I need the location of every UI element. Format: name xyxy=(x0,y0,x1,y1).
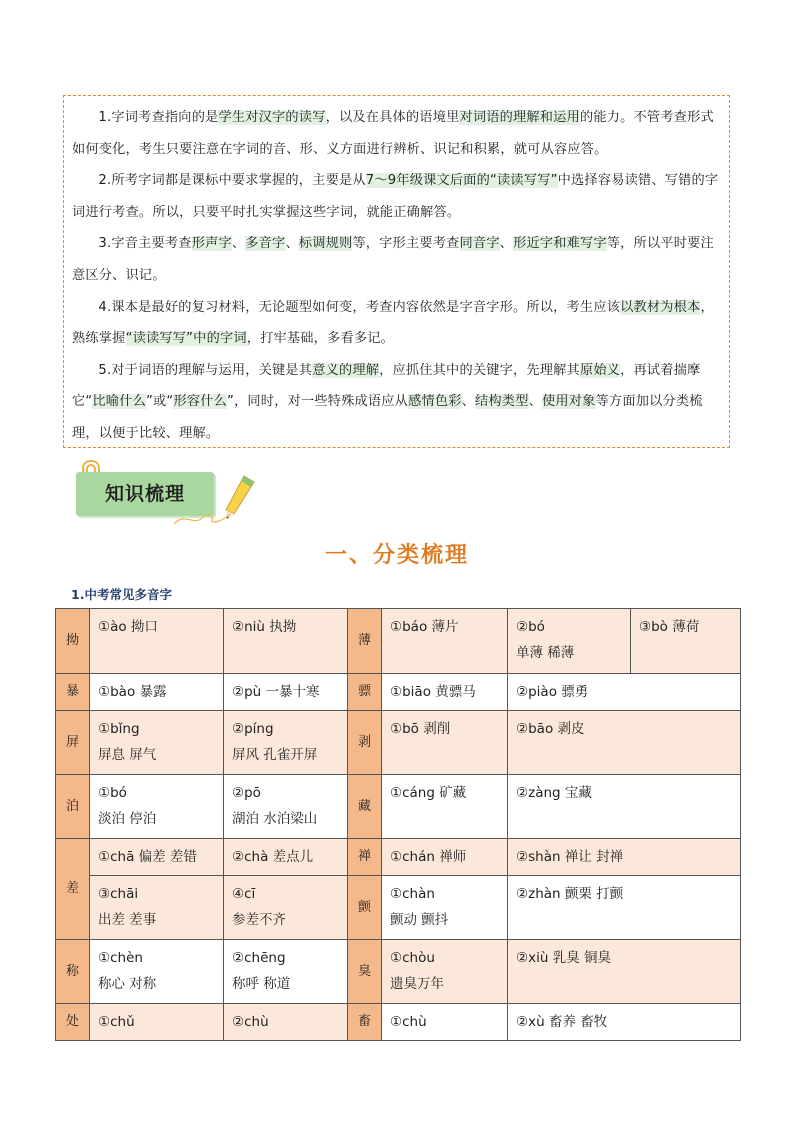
tip-paragraph xyxy=(72,228,721,291)
reading-cell: ②chù xyxy=(224,1004,348,1041)
reading-cell xyxy=(90,940,224,1004)
reading-cell: ①biāo 黄骠马 xyxy=(382,674,508,711)
reading-cell: ①chǔ xyxy=(90,1004,224,1041)
reading-cell: ③bò 薄荷 xyxy=(631,609,741,674)
highlighted-phrase: 形容什么 xyxy=(173,394,227,410)
reading-cell: ①chán 禅师 xyxy=(382,839,508,876)
highlighted-phrase: 感情色彩 xyxy=(408,394,462,410)
knowledge-badge xyxy=(72,460,262,530)
reading-cell: ②piào 骠勇 xyxy=(508,674,741,711)
tip-text: 、 xyxy=(285,236,299,252)
reading-cell: ②zàng 宝藏 xyxy=(508,775,741,839)
char-cell: 剥 xyxy=(348,711,382,775)
reading-cell xyxy=(90,775,224,839)
reading-cell: ②bāo 剥皮 xyxy=(508,711,741,775)
reading-cell xyxy=(382,940,508,1004)
reading-words: 屏风 孔雀开屏 xyxy=(232,747,318,763)
char-cell: 泊 xyxy=(56,775,90,839)
reading-words: 称呼 称道 xyxy=(232,976,291,992)
reading-words: 淡泊 停泊 xyxy=(98,811,157,827)
reading-pinyin: ③chāi xyxy=(98,886,139,902)
reading-cell xyxy=(224,940,348,1004)
highlighted-phrase: 比喻什么 xyxy=(92,394,146,410)
reading-cell xyxy=(224,775,348,839)
reading-pinyin: ①chòu xyxy=(390,950,435,966)
char-cell: 臭 xyxy=(348,940,382,1004)
reading-pinyin: ①chàn xyxy=(390,886,435,902)
table-row xyxy=(56,940,741,1004)
reading-words: 湖泊 水泊梁山 xyxy=(232,811,318,827)
highlighted-phrase: 结构类型 xyxy=(475,394,529,410)
table-row xyxy=(56,775,741,839)
reading-pinyin: ②pō xyxy=(232,785,261,801)
reading-words: 颤动 颤抖 xyxy=(390,912,449,928)
reading-words: 遗臭万年 xyxy=(390,976,444,992)
subsection-heading: 1.中考常见多音字 xyxy=(71,587,172,602)
tips-box xyxy=(63,95,730,448)
reading-cell xyxy=(508,609,631,674)
tip-text: ，打牢基础，多看多记。 xyxy=(246,331,394,347)
char-cell: 屏 xyxy=(56,711,90,775)
reading-pinyin: ②píng xyxy=(232,721,274,737)
char-cell: 禅 xyxy=(348,839,382,876)
char-cell: 暴 xyxy=(56,674,90,711)
char-cell: 畜 xyxy=(348,1004,382,1041)
tip-text: 等方面加以分类梳理，以便于比较、理解。 xyxy=(72,394,703,441)
reading-cell: ②xiù 乳臭 铜臭 xyxy=(508,940,741,1004)
tip-text: 、 xyxy=(231,236,246,252)
reading-pinyin: ②bó xyxy=(516,619,545,635)
tip-text: ，应抓住其中的关键字，先理解其 xyxy=(379,362,580,378)
tip-text: ，再试着揣摩它“ xyxy=(72,362,701,410)
reading-pinyin: ②chēng xyxy=(232,950,286,966)
tip-text: 1.字词考查指向的是 xyxy=(98,110,219,125)
highlighted-phrase: 对词语的理解和运用 xyxy=(459,110,580,125)
reading-cell xyxy=(224,876,348,940)
highlighted-phrase: “读读写写”中的字词 xyxy=(125,331,247,347)
char-cell: 拗 xyxy=(56,609,90,674)
tip-text: 等，字形主要考查 xyxy=(352,236,460,252)
highlighted-phrase: 形声字 xyxy=(191,236,232,252)
highlighted-phrase: 使用对象 xyxy=(541,394,596,410)
reading-words: 屏息 屏气 xyxy=(98,747,157,763)
tip-text: 3.字音主要考查 xyxy=(98,236,192,252)
highlighted-phrase: 以教材为根本 xyxy=(620,299,701,315)
tip-paragraph xyxy=(72,355,721,450)
char-cell: 藏 xyxy=(348,775,382,839)
table-row xyxy=(56,876,741,940)
highlighted-phrase: 多音字 xyxy=(245,236,286,252)
tip-text: 中选择容易读错、写错的字词进行考查。所以，只要平时扎实掌握这些字词，就能正确解答。 xyxy=(72,173,719,220)
char-cell: 称 xyxy=(56,940,90,1004)
reading-cell xyxy=(382,876,508,940)
highlighted-phrase: 学生对汉字的读写 xyxy=(218,110,326,125)
polyphonic-table xyxy=(55,608,741,1041)
table-row xyxy=(56,674,741,711)
table-row xyxy=(56,609,741,674)
highlighted-phrase: 7～9年级课文后面的“读读写写” xyxy=(365,173,558,189)
tip-text: 、 xyxy=(461,394,476,410)
table-row xyxy=(56,839,741,876)
tip-text: ”或“ xyxy=(145,394,174,410)
table-row xyxy=(56,1004,741,1041)
tip-paragraph xyxy=(72,292,721,355)
reading-words: 单薄 稀薄 xyxy=(516,645,575,661)
badge-label: 知识梳理 xyxy=(104,483,185,505)
highlighted-phrase: 原始义 xyxy=(579,362,621,378)
reading-cell: ①chā 偏差 差错 xyxy=(90,839,224,876)
reading-cell xyxy=(90,876,224,940)
tip-paragraph xyxy=(72,165,721,228)
reading-pinyin: ①chèn xyxy=(98,950,143,966)
reading-cell xyxy=(90,711,224,775)
tip-text: 的能力。不管考查形式如何变化，考生只要注意在字词的音、形、义方面进行辨析、识记和积累，就可从容应答。 xyxy=(72,110,714,157)
tip-text: ”，同时，对一些特殊成语应从 xyxy=(227,394,409,410)
tip-text: ，熟练掌握 xyxy=(72,299,714,347)
reading-cell: ②xù 畜养 畜牧 xyxy=(508,1004,741,1041)
tip-text: 4.课本是最好的复习材料，无论题型如何变，考查内容依然是字音字形。所以，考生应该 xyxy=(98,299,621,315)
highlighted-phrase: 同音字 xyxy=(459,236,500,252)
reading-cell: ②pù 一暴十寒 xyxy=(224,674,348,711)
reading-cell: ①ào 拗口 xyxy=(90,609,224,674)
tip-text: 2.所考字词都是课标中要求掌握的，主要是从 xyxy=(98,173,366,189)
char-cell: 颤 xyxy=(348,876,382,940)
reading-pinyin: ④cī xyxy=(232,886,256,902)
reading-words: 参差不齐 xyxy=(232,912,286,928)
reading-words: 称心 对称 xyxy=(98,976,157,992)
reading-cell: ①bào 暴露 xyxy=(90,674,224,711)
reading-cell: ②zhàn 颤栗 打颤 xyxy=(508,876,741,940)
reading-pinyin: ①bó xyxy=(98,785,127,801)
tip-text: 5.对于词语的理解与运用，关键是其 xyxy=(98,362,313,378)
reading-cell: ①báo 薄片 xyxy=(382,609,508,674)
highlighted-phrase: 形近字和难写字 xyxy=(513,236,607,252)
table-row xyxy=(56,711,741,775)
reading-cell: ①bō 剥削 xyxy=(382,711,508,775)
reading-cell: ②chà 差点儿 xyxy=(224,839,348,876)
reading-words: 出差 差事 xyxy=(98,912,157,928)
reading-cell: ②shàn 禅让 封禅 xyxy=(508,839,741,876)
reading-cell: ②niù 执拗 xyxy=(224,609,348,674)
char-cell: 骠 xyxy=(348,674,382,711)
tip-text: 、 xyxy=(499,236,514,252)
highlighted-phrase: 标调规则 xyxy=(298,236,353,252)
char-cell: 薄 xyxy=(348,609,382,674)
swirl-decoration xyxy=(172,508,232,528)
tip-text: 、 xyxy=(528,394,542,410)
reading-cell: ①chù xyxy=(382,1004,508,1041)
reading-pinyin: ①bǐng xyxy=(98,721,140,737)
tip-paragraph xyxy=(72,102,721,165)
char-cell: 差 xyxy=(56,839,90,940)
highlighted-phrase: 意义的理解 xyxy=(312,362,380,378)
tip-text: ，以及在具体的语境里 xyxy=(325,110,460,125)
tip-text: 等，所以平时要注意区分、识记。 xyxy=(72,236,714,283)
section-title: 一、分类梳理 xyxy=(324,543,469,568)
reading-cell: ①cáng 矿藏 xyxy=(382,775,508,839)
char-cell: 处 xyxy=(56,1004,90,1041)
reading-cell xyxy=(224,711,348,775)
